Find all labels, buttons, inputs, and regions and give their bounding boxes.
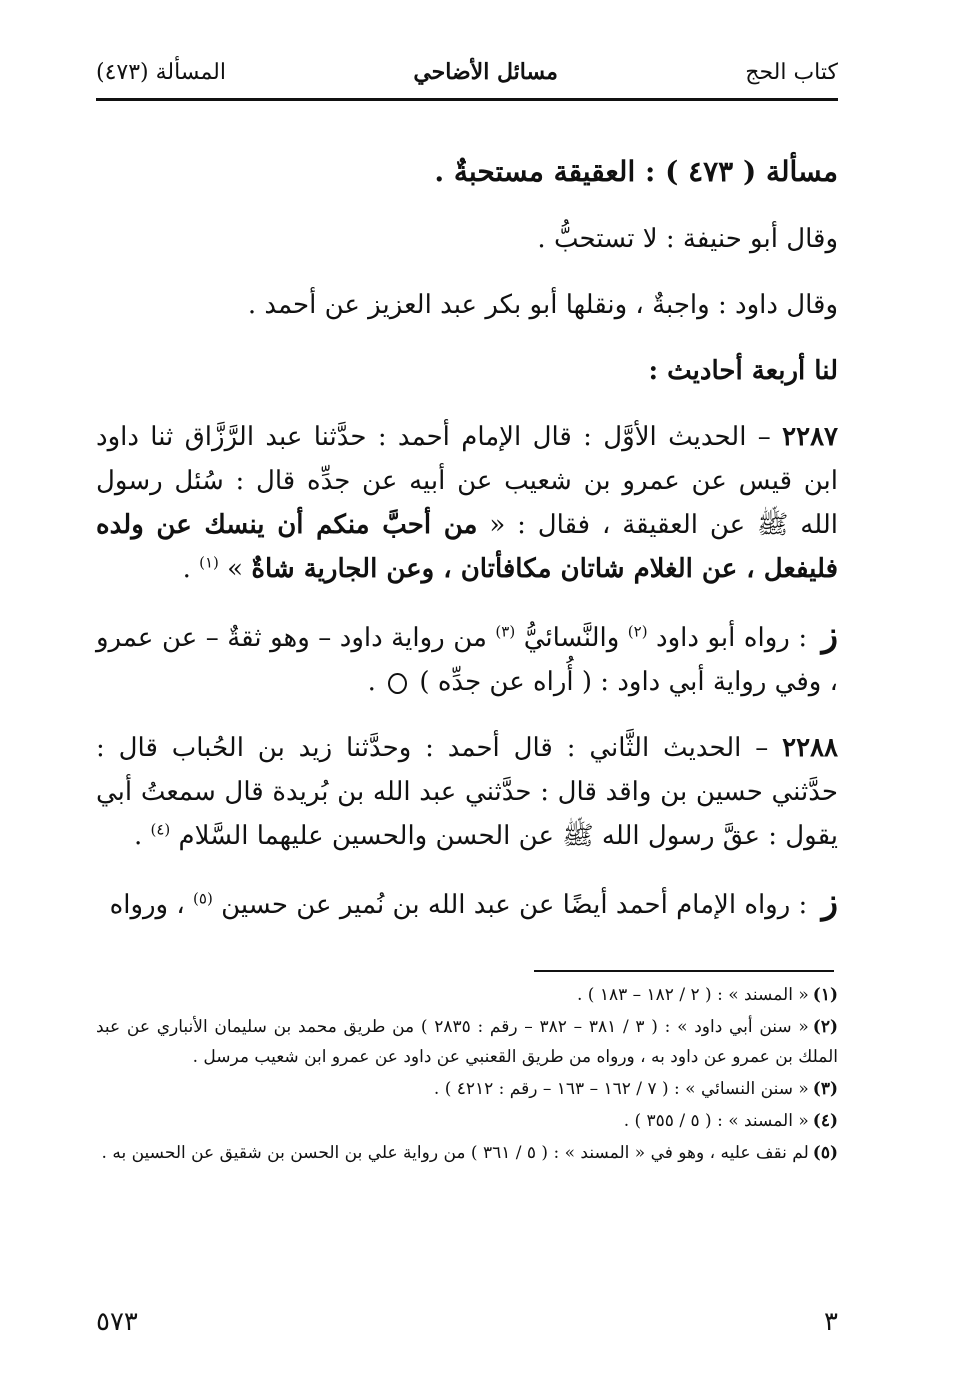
hadith-text: – الحديث الثَّاني : قال أحمد : وحدَّثنا زيد بن الحُباب قال : حدَّثني حسين بن واقد قال : حدَّثني عبد الله بن بُريدة قال سمعتُ أبي يقول : عقَّ رسول الله ﷺ عن الحسن والحسين عليهما السَّلام <box>96 733 838 851</box>
footnote-text: « المسند » : ( ٥ / ٣٥٥ ) . <box>623 1111 809 1131</box>
takhrij-2288 <box>96 880 838 927</box>
footnote-ref: (٤) <box>150 820 171 839</box>
evidence-intro: لنا أربعة أحاديث : <box>648 356 838 386</box>
footnote <box>96 1106 838 1136</box>
takhrij-text: ، ورواه <box>109 890 194 920</box>
hadith-2287 <box>96 415 838 591</box>
header-issue-number: المسألة (٤٧٣) <box>96 59 226 85</box>
hadith-matn: من أحبَّ منكم أن ينسك عن ولده فليفعل ، عن الغلام شاتان مكافأتان ، وعن الجارية شاةٌ <box>96 510 838 584</box>
quote-close: » <box>227 554 252 584</box>
footnote-ref: (٥) <box>193 889 213 908</box>
zay-mark: ز <box>821 882 838 922</box>
header-chapter-title: مسائل الأضاحي <box>413 59 558 85</box>
takhrij-text: : رواه أبو داود <box>647 623 816 653</box>
footnote <box>96 1138 838 1168</box>
footnote-number: (٤) <box>812 1111 838 1131</box>
zay-mark: ز <box>821 615 838 655</box>
page-number: ٥٧٣ <box>96 1307 138 1337</box>
footnote <box>96 1012 838 1072</box>
hadith-number: ٢٢٨٧ <box>782 422 838 452</box>
header-book-title: كتاب الحج <box>745 59 838 85</box>
footnote-text: لم نقف عليه ، وهو في « المسند » : ( ٥ / ٣٦١ ) من رواية علي بن الحسن بن شقيق عن الحسين به . <box>101 1143 809 1163</box>
footnote-divider <box>534 970 834 972</box>
period: . <box>133 821 151 851</box>
takhrij-text: : رواه الإمام أحمد أيضًا عن عبد الله بن نُمير عن حسين <box>212 890 816 920</box>
main-text <box>96 150 838 927</box>
footnote <box>96 980 838 1010</box>
footnote-text: « سنن أبي داود » : ( ٣ / ٣٨١ – ٣٨٢ – رقم : ٢٨٣٥ ) من طريق محمد بن سليمان الأنباري عن عبد الملك بن عمرو عن داود به ، ورواه من طريق القعنبي عن داود عن عمرو ابن شعيب مرسل . <box>96 1017 838 1067</box>
running-header <box>96 52 838 92</box>
footnote-number: (٢) <box>812 1017 838 1037</box>
footnote-text: « المسند » : ( ٢ / ١٨٢ – ١٨٣ ) . <box>576 985 809 1005</box>
hadith-chain: – الحديث الأوَّل : قال الإمام أحمد : حدَّثنا عبد الرَّزَّاق ثنا داود ابن قيس عن عمرو بن شعيب عن أبيه عن جدِّه قال : سُئل رسول الله ﷺ عن العقيقة ، فقال : « <box>96 422 838 540</box>
period: . <box>182 554 200 584</box>
footnote-number: (١) <box>812 985 838 1005</box>
issue-statement <box>96 150 838 195</box>
page-footer <box>96 1302 838 1342</box>
hadith-2288 <box>96 726 838 858</box>
period: . <box>367 667 385 697</box>
footnote-number: (٣) <box>812 1079 838 1099</box>
issue-label: مسألة ( ٤٧٣ ) : <box>644 155 838 188</box>
dawud-opinion: وقال داود : واجبةٌ ، ونقلها أبو بكر عبد العزيز عن أحمد . <box>247 290 838 320</box>
footnote-number: (٥) <box>812 1143 838 1163</box>
footnote-ref: (٣) <box>495 622 516 641</box>
footnote-ref: (٢) <box>627 622 648 641</box>
footnotes <box>96 980 838 1170</box>
takhrij-2287 <box>96 613 838 704</box>
footnote-ref: (١) <box>199 553 219 572</box>
hadith-number: ٢٢٨٨ <box>782 733 838 763</box>
header-divider <box>96 98 838 101</box>
issue-text: العقيقة مستحبةٌ . <box>434 155 645 188</box>
end-circle-icon <box>388 673 407 694</box>
takhrij-text: والنَّسائيُّ <box>515 623 628 653</box>
abu-hanifa-opinion: وقال أبو حنيفة : لا تستحبُّ . <box>537 224 838 254</box>
takhrij-text: من رواية داود – وهو ثقةٌ – عن عمرو ، وفي رواية أبي داود : ( أُراه عن جدِّه ) <box>96 623 838 697</box>
footnote-text: « سنن النسائي » : ( ٧ / ١٦٢ – ١٦٣ – رقم : ٤٢١٢ ) . <box>433 1079 809 1099</box>
volume-number: ٣ <box>824 1307 838 1337</box>
footnote <box>96 1074 838 1104</box>
